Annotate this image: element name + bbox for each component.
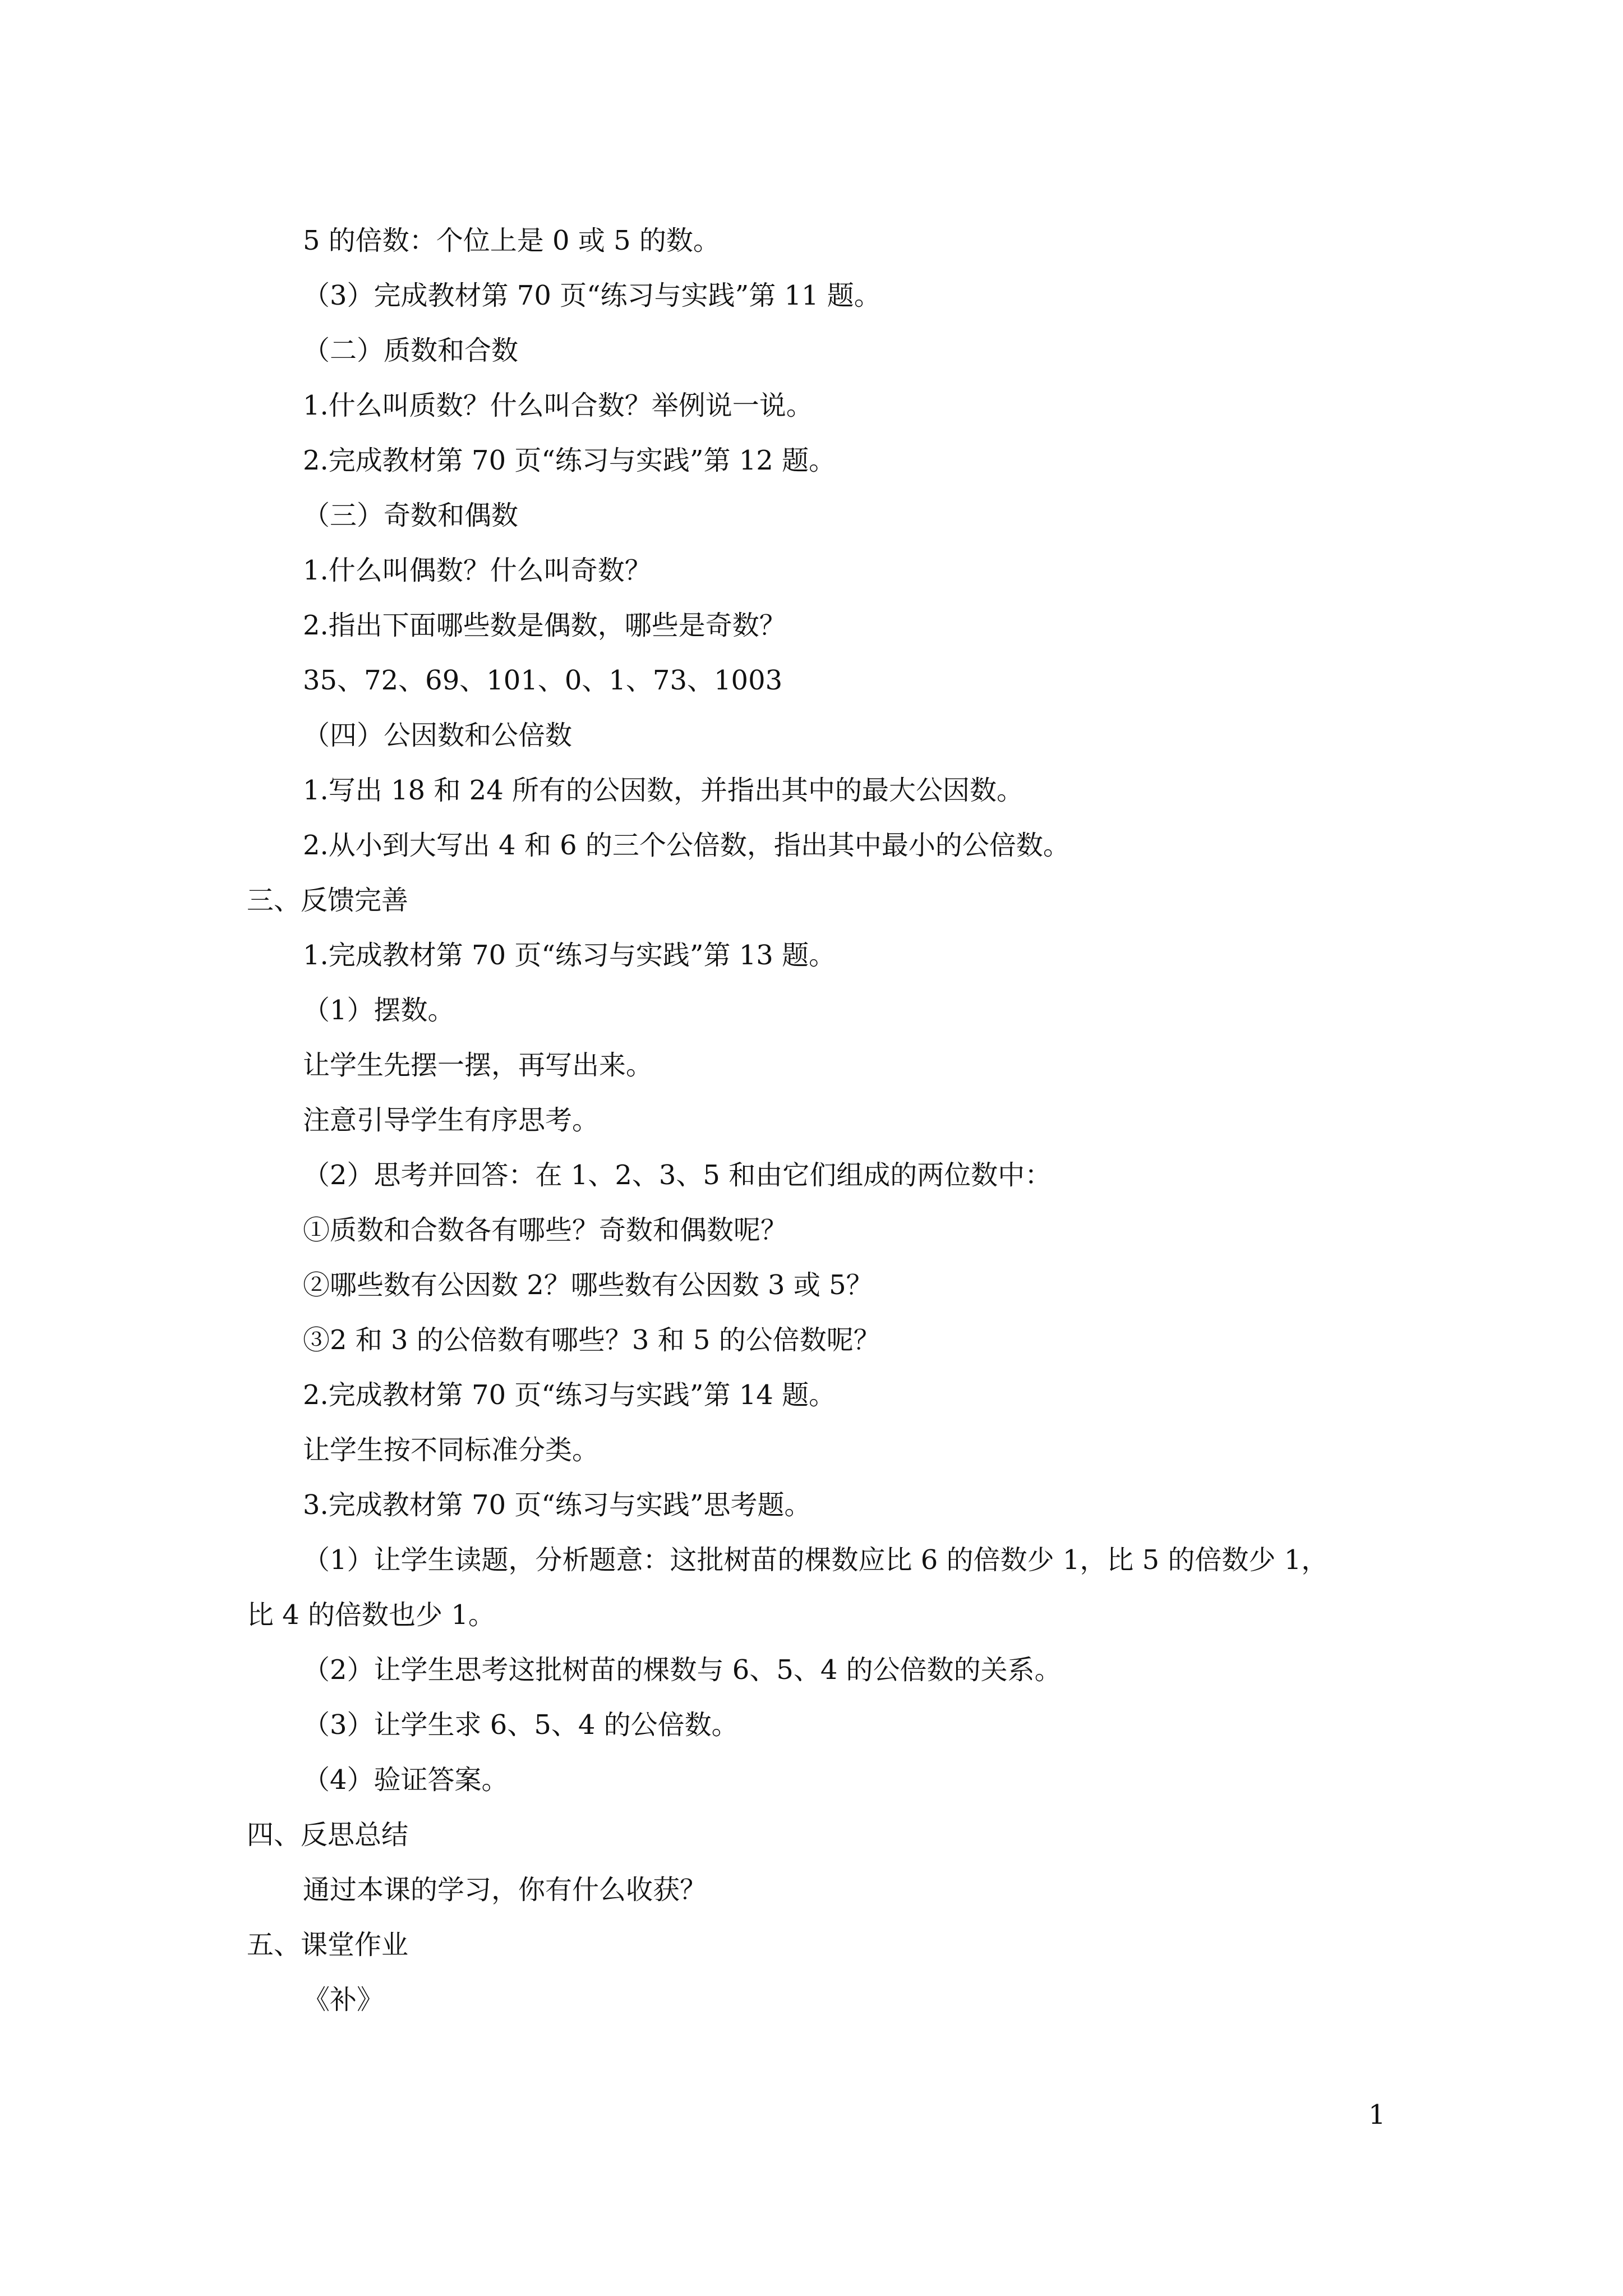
text-line: 2.完成教材第 70 页“练习与实践”第 14 题。	[303, 1379, 836, 1411]
section-heading: 四、反思总结	[247, 1819, 409, 1851]
section-heading: 五、课堂作业	[247, 1929, 409, 1961]
text-block-after	[247, 1642, 1391, 2027]
page-body	[247, 213, 1391, 2027]
text-line: 1.写出 18 和 24 所有的公因数，并指出其中的最大公因数。	[303, 775, 1023, 806]
text-line: ②哪些数有公因数 2？哪些数有公因数 3 或 5？	[303, 1269, 873, 1301]
text-line: （1）摆数。	[303, 995, 455, 1026]
section-heading: 三、反馈完善	[247, 885, 409, 916]
wrapped-paragraph-line-2: 比 4 的倍数也少 1。	[247, 1599, 495, 1631]
wrapped-paragraph-line-1: （1）让学生读题，分析题意：这批树苗的棵数应比 6 的倍数少 1，比 5 的倍数少 1，	[303, 1544, 1329, 1576]
text-line: 注意引导学生有序思考。	[303, 1105, 600, 1136]
text-line: 1.完成教材第 70 页“练习与实践”第 13 题。	[303, 940, 836, 971]
page-number: 1	[1368, 2099, 1386, 2131]
text-line: 2.完成教材第 70 页“练习与实践”第 12 题。	[303, 445, 836, 476]
text-line: （3）完成教材第 70 页“练习与实践”第 11 题。	[303, 280, 881, 311]
text-line: 让学生按不同标准分类。	[303, 1434, 600, 1466]
wrapped-paragraph	[247, 1533, 1391, 1642]
text-line: 1.什么叫质数？什么叫合数？举例说一说。	[303, 390, 813, 421]
text-line: 2.指出下面哪些数是偶数，哪些是奇数？	[303, 610, 786, 641]
text-line: 通过本课的学习，你有什么收获？	[303, 1874, 707, 1906]
text-line: 1.什么叫偶数？什么叫奇数？	[303, 555, 652, 586]
text-line: 3.完成教材第 70 页“练习与实践”思考题。	[303, 1489, 811, 1521]
text-line: （四）公因数和公倍数	[303, 720, 573, 751]
text-line: 35、72、69、101、0、1、73、1003	[303, 665, 783, 696]
text-line: ①质数和合数各有哪些？奇数和偶数呢？	[303, 1214, 788, 1246]
text-line: ③2 和 3 的公倍数有哪些？3 和 5 的公倍数呢？	[303, 1324, 880, 1356]
text-line: （4）验证答案。	[303, 1764, 509, 1796]
text-line: （3）让学生求 6、5、4 的公倍数。	[303, 1709, 739, 1741]
text-line: 让学生先摆一摆，再写出来。	[303, 1050, 653, 1081]
text-line: （二）质数和合数	[303, 335, 519, 366]
text-line: （2）让学生思考这批树苗的棵数与 6、5、4 的公倍数的关系。	[303, 1654, 1062, 1686]
text-line: 2.从小到大写出 4 和 6 的三个公倍数，指出其中最小的公倍数。	[303, 830, 1070, 861]
text-line: 《补》	[303, 1984, 384, 2016]
text-block-before	[247, 213, 1391, 1533]
text-line: （三）奇数和偶数	[303, 500, 519, 531]
text-line: （2）思考并回答：在 1、2、3、5 和由它们组成的两位数中：	[303, 1159, 1052, 1191]
text-line: 5 的倍数：个位上是 0 或 5 的数。	[303, 225, 720, 256]
